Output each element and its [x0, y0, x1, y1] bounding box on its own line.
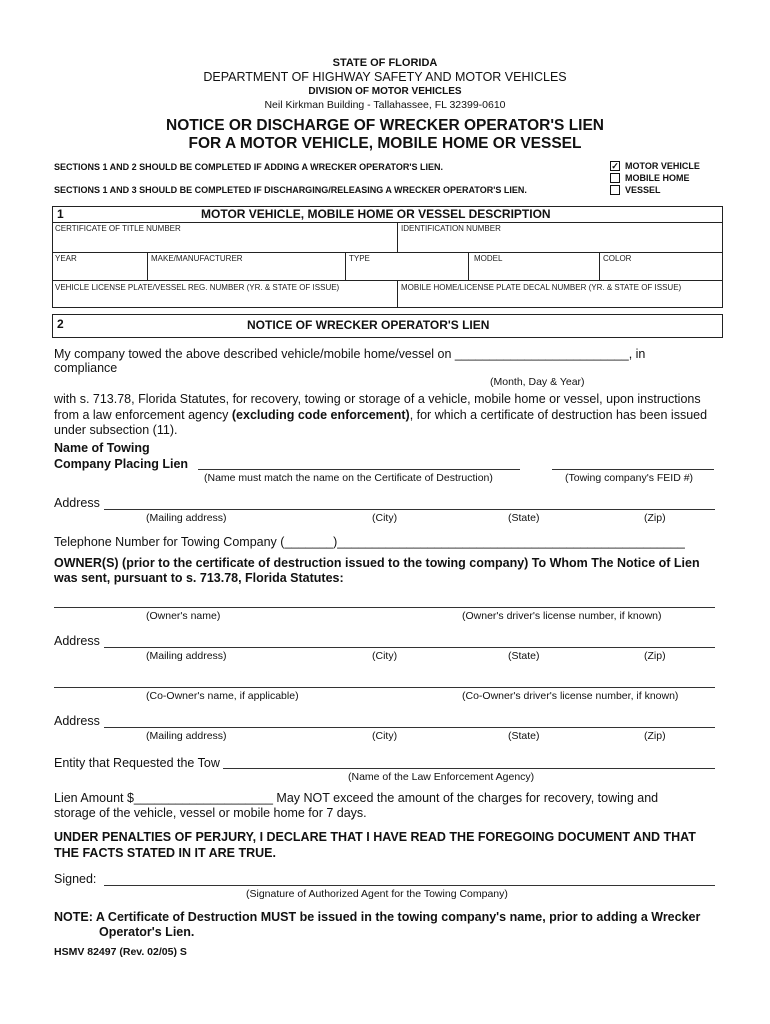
- owner-mailing-caption: (Mailing address): [146, 650, 227, 662]
- coowner-name-caption: (Co-Owner's name, if applicable): [146, 690, 299, 702]
- towing-address-input[interactable]: [104, 509, 715, 510]
- address-label: Address: [54, 496, 100, 510]
- form-title-line1: NOTICE OR DISCHARGE OF WRECKER OPERATOR'S LIEN: [166, 117, 604, 134]
- checkbox-vessel[interactable]: VESSEL: [610, 185, 661, 196]
- owner-dl-caption: (Owner's driver's license number, if known): [462, 610, 662, 622]
- signed-label: Signed:: [54, 872, 97, 886]
- feid-input[interactable]: [552, 469, 714, 470]
- coowner-name-input[interactable]: [54, 687, 715, 688]
- perjury-line2: THE FACTS STATED IN IT ARE TRUE.: [54, 846, 276, 860]
- identification-number-field[interactable]: IDENTIFICATION NUMBER: [401, 224, 501, 233]
- type-field[interactable]: TYPE: [349, 254, 370, 263]
- checkbox-checked-icon[interactable]: ✓: [611, 160, 619, 171]
- coowner-mailing-caption: (Mailing address): [146, 730, 227, 742]
- header-division: DIVISION OF MOTOR VEHICLES: [308, 86, 462, 97]
- mailing-caption: (Mailing address): [146, 512, 227, 524]
- section2-title: NOTICE OF WRECKER OPERATOR'S LIEN: [247, 318, 490, 332]
- owner-city-caption: (City): [372, 650, 398, 662]
- header-state: STATE OF FLORIDA: [332, 57, 438, 69]
- coowner-city-caption: (City): [372, 730, 398, 742]
- towed-date-line[interactable]: My company towed the above described vehicle/mobile home/vessel on _________________________, in: [54, 347, 646, 361]
- telephone-line[interactable]: Telephone Number for Towing Company (_______)__________________________________________________: [54, 535, 685, 549]
- header-address: Neil Kirkman Building - Tallahassee, FL 32399-0610: [264, 99, 506, 111]
- towing-name-label-2: Company Placing Lien: [54, 457, 189, 471]
- owner-state-caption: (State): [508, 650, 540, 662]
- color-field[interactable]: COLOR: [603, 254, 632, 263]
- compliance-text: compliance: [54, 361, 118, 375]
- coowner-state-caption: (State): [508, 730, 540, 742]
- zip-caption: (Zip): [644, 512, 666, 524]
- feid-caption: (Towing company's FEID #): [565, 472, 694, 484]
- towing-name-input[interactable]: [198, 469, 520, 470]
- note-line1: NOTE: A Certificate of Destruction MUST be issued in the towing company's name, prior to adding a Wrecker: [54, 910, 701, 924]
- entity-caption: (Name of the Law Enforcement Agency): [348, 771, 535, 783]
- owners-heading-2: was sent, pursuant to s. 713.78, Florida Statutes:: [54, 571, 344, 585]
- owner-name-caption: (Owner's name): [146, 610, 221, 622]
- model-field[interactable]: MODEL: [474, 254, 503, 263]
- instruction-add-lien: SECTIONS 1 AND 2 SHOULD BE COMPLETED IF ADDING A WRECKER OPERATOR'S LIEN.: [54, 162, 443, 172]
- perjury-line1: UNDER PENALTIES OF PERJURY, I DECLARE THAT I HAVE READ THE FOREGOING DOCUMENT AND THAT: [54, 830, 696, 844]
- header-department: DEPARTMENT OF HIGHWAY SAFETY AND MOTOR VEHICLES: [203, 70, 567, 84]
- decal-number-field[interactable]: MOBILE HOME/LICENSE PLATE DECAL NUMBER (YR. & STATE OF ISSUE): [401, 283, 682, 292]
- coowner-zip-caption: (Zip): [644, 730, 666, 742]
- form-number: HSMV 82497 (Rev. 02/05) S: [54, 946, 187, 958]
- checkbox-mobile-home[interactable]: MOBILE HOME: [610, 173, 690, 184]
- checkbox-unchecked-icon[interactable]: [610, 185, 620, 195]
- owner-zip-caption: (Zip): [644, 650, 666, 662]
- make-field[interactable]: MAKE/MANUFACTURER: [151, 254, 243, 263]
- checkbox-unchecked-icon[interactable]: [610, 173, 620, 183]
- instruction-discharge-lien: SECTIONS 1 AND 3 SHOULD BE COMPLETED IF DISCHARGING/RELEASING A WRECKER OPERATOR'S LIEN.: [54, 185, 527, 195]
- year-field[interactable]: YEAR: [55, 254, 77, 263]
- plate-number-field[interactable]: VEHICLE LICENSE PLATE/VESSEL REG. NUMBER (YR. & STATE OF ISSUE): [55, 283, 340, 292]
- signature-caption: (Signature of Authorized Agent for the Towing Company): [246, 888, 508, 900]
- owner-address-input[interactable]: [104, 647, 715, 648]
- owner-name-input[interactable]: [54, 607, 715, 608]
- state-caption: (State): [508, 512, 540, 524]
- section1-number: 1: [57, 207, 64, 221]
- statute-line1: with s. 713.78, Florida Statutes, for recovery, towing or storage of a vehicle, mobile home or vessel, upon instructions: [54, 392, 701, 406]
- section2-number: 2: [57, 317, 64, 331]
- lien-amount-line[interactable]: Lien Amount $____________________ May NOT exceed the amount of the charges for recovery, towing and: [54, 791, 659, 805]
- statute-line3: under subsection (11).: [54, 423, 178, 437]
- entity-label: Entity that Requested the Tow: [54, 756, 220, 770]
- signature-input[interactable]: [104, 885, 715, 886]
- lien-amount-line2: storage of the vehicle, vessel or mobile home for 7 days.: [54, 806, 367, 820]
- section1-title: MOTOR VEHICLE, MOBILE HOME OR VESSEL DESCRIPTION: [201, 207, 551, 221]
- towing-name-label-1: Name of Towing: [54, 441, 150, 455]
- coowner-dl-caption: (Co-Owner's driver's license number, if known): [462, 690, 679, 702]
- coowner-address-input[interactable]: [104, 727, 715, 728]
- city-caption: (City): [372, 512, 398, 524]
- note-line2: Operator's Lien.: [99, 925, 195, 939]
- certificate-of-title-field[interactable]: CERTIFICATE OF TITLE NUMBER: [55, 224, 181, 233]
- coowner-address-label: Address: [54, 714, 100, 728]
- date-caption: (Month, Day & Year): [490, 376, 585, 388]
- owner-address-label: Address: [54, 634, 100, 648]
- name-caption: (Name must match the name on the Certificate of Destruction): [204, 472, 493, 484]
- checkbox-motor-vehicle[interactable]: ✓ MOTOR VEHICLE: [611, 160, 700, 171]
- form-title-line2: FOR A MOTOR VEHICLE, MOBILE HOME OR VESSEL: [188, 135, 582, 152]
- entity-input[interactable]: [223, 768, 715, 769]
- owners-heading-1: OWNER(S) (prior to the certificate of destruction issued to the towing company) To Whom The Notice of Lien: [54, 556, 700, 570]
- statute-line2: from a law enforcement agency (excluding code enforcement), for which a certificate of destruction has been issued: [54, 408, 708, 422]
